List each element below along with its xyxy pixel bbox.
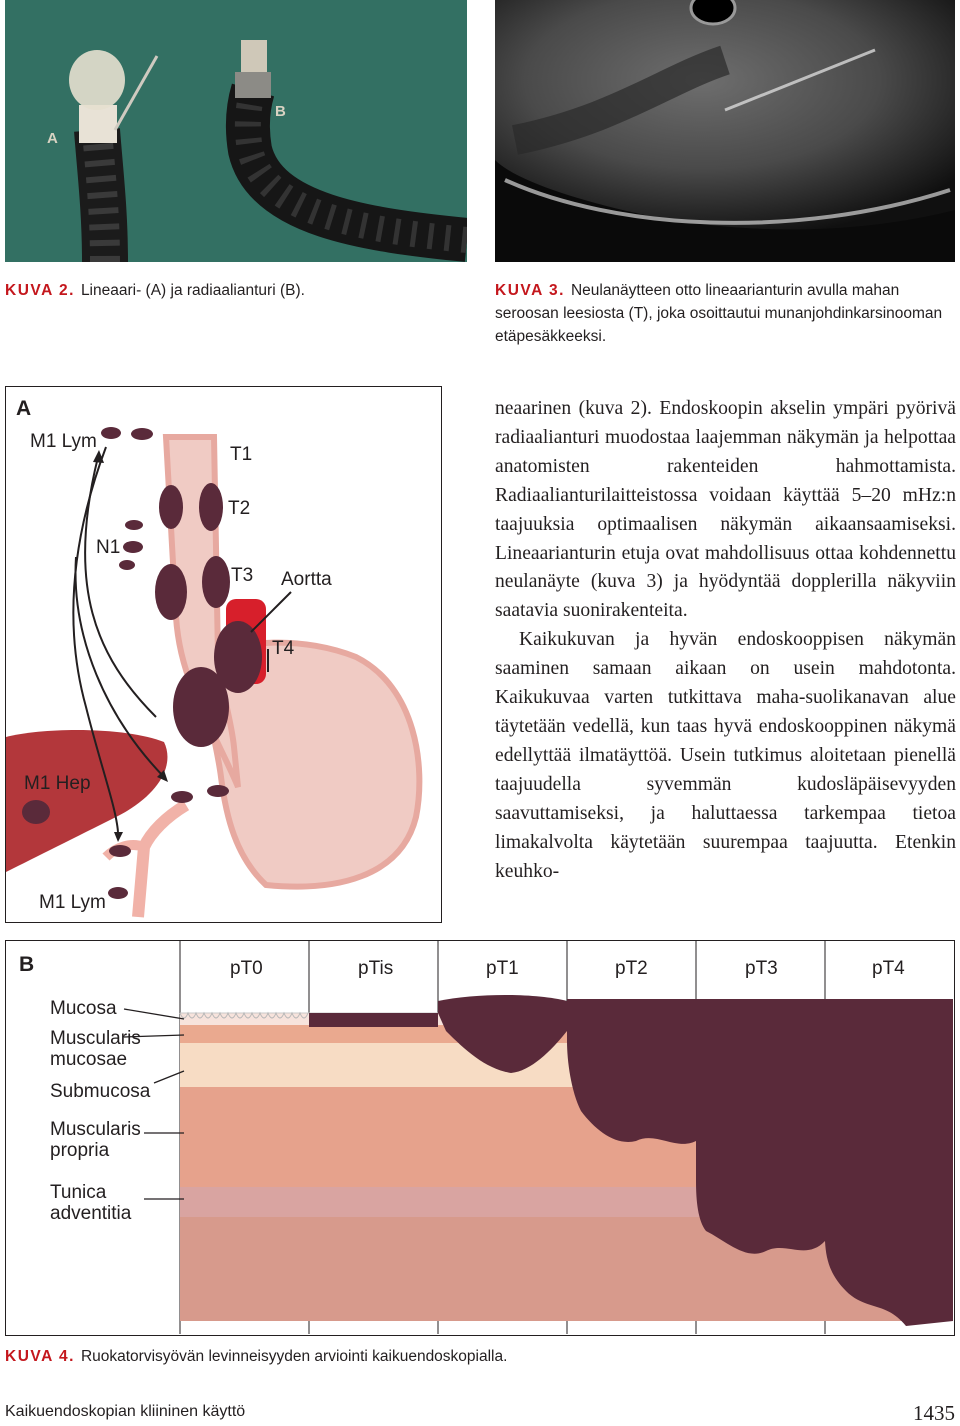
layer-submucosa: Submucosa bbox=[50, 1081, 151, 1102]
layer-muscularis-mucosae-2: mucosae bbox=[50, 1049, 128, 1070]
stage-ptis: pTis bbox=[358, 958, 394, 979]
caption-tag: KUVA 3. bbox=[495, 282, 565, 299]
stage-pt4: pT4 bbox=[872, 958, 905, 979]
stage-pt0: pT0 bbox=[230, 958, 263, 979]
caption-text: Lineaari- (A) ja radiaalianturi (B). bbox=[80, 282, 305, 299]
layer-tunica-adventitia-1: Tunica bbox=[50, 1182, 107, 1203]
body-paragraph-1: neaarinen (kuva 2). Endoskoopin akselin ympäri pyörivä radiaalianturi muodostaa laajemman näkymän ja helpottaa anatomisten rakenteiden hahmottamista. Radiaalianturilaitteistossa voidaan käyttää 5–20 mHz:n taajuuksia optimaalisen näkymän aikaansaamiseksi. Lineaarianturin etuja ovat mahdollisuus ottaa kohdennettu neulanäyte (kuva 3) ja hyödyntää dopplerilla näkyviin saatavia suonirakenteita. bbox=[495, 398, 956, 622]
layer-tunica-adventitia-2: adventitia bbox=[50, 1203, 132, 1224]
layer-muscularis-propria-1: Muscularis bbox=[50, 1119, 141, 1140]
wall-layers-illustration bbox=[6, 941, 953, 1334]
anatomy-illustration bbox=[6, 387, 440, 921]
stage-pt2: pT2 bbox=[615, 958, 648, 979]
label-t4: T4 bbox=[272, 638, 295, 659]
probes-illustration bbox=[5, 0, 467, 262]
layer-muscularis-mucosae-1: Muscularis bbox=[50, 1028, 141, 1049]
label-t2: T2 bbox=[228, 498, 251, 519]
caption-text: Neulanäytteen otto lineaarianturin avulla mahan seroosan leesiosta (T), joka osoittautui munanjohdinkarsinooman etäpesäkkeeksi. bbox=[495, 282, 943, 345]
caption-kuva3 bbox=[495, 279, 957, 348]
body-paragraph-2: Kaikukuvan ja hyvän endoskooppisen näkymän saaminen samaan aikaan on usein mahdotonta. Kaikukuvaa varten tutkittava maha-suolikanavan alue täytetään vedellä, kun taas hyvä endoskooppinen näkymä edellyttää ilmatäyttöä. Usein tutkimus aloitetaan pienellä taajuudella syvemmän kudosläpäisevyyden saavuttamiseksi, ja haluttaessa tarkempaa tietoa limakalvolta käytetään suurempaa taajuutta. Etenkin keuhko- bbox=[495, 629, 956, 882]
caption-kuva2 bbox=[5, 279, 475, 302]
layer-muscularis-propria-2: propria bbox=[50, 1140, 110, 1161]
caption-tag: KUVA 4. bbox=[5, 1348, 75, 1365]
panel-label-b: B bbox=[19, 953, 35, 976]
layer-mucosa: Mucosa bbox=[50, 998, 117, 1019]
label-t3: T3 bbox=[231, 565, 254, 586]
caption-kuva4 bbox=[5, 1345, 905, 1368]
figure-b-staging bbox=[5, 940, 955, 1336]
stage-pt3: pT3 bbox=[745, 958, 778, 979]
label-t1: T1 bbox=[230, 444, 253, 465]
body-text bbox=[495, 395, 956, 886]
stage-pt1: pT1 bbox=[486, 958, 519, 979]
photo-probes bbox=[5, 0, 467, 262]
caption-tag: KUVA 2. bbox=[5, 282, 75, 299]
panel-label-a: A bbox=[16, 397, 32, 420]
figure-a-anatomy bbox=[5, 386, 442, 923]
page-number: 1435 bbox=[913, 1401, 955, 1425]
ultrasound-illustration bbox=[495, 0, 955, 262]
label-n1: N1 bbox=[96, 537, 121, 558]
label-aortta: Aortta bbox=[281, 569, 332, 590]
running-title: Kaikuendoskopian kliininen käyttö bbox=[5, 1403, 246, 1420]
photo-ultrasound bbox=[495, 0, 955, 262]
label-m1-lym-top: M1 Lym bbox=[30, 431, 97, 452]
caption-text: Ruokatorvisyövän levinneisyyden arviointi kaikuendoskopialla. bbox=[80, 1348, 508, 1365]
label-m1-lym-bottom: M1 Lym bbox=[39, 892, 106, 913]
label-m1-hep: M1 Hep bbox=[24, 773, 91, 794]
probe-letter-a: A bbox=[47, 130, 58, 147]
probe-letter-b: B bbox=[275, 103, 286, 120]
